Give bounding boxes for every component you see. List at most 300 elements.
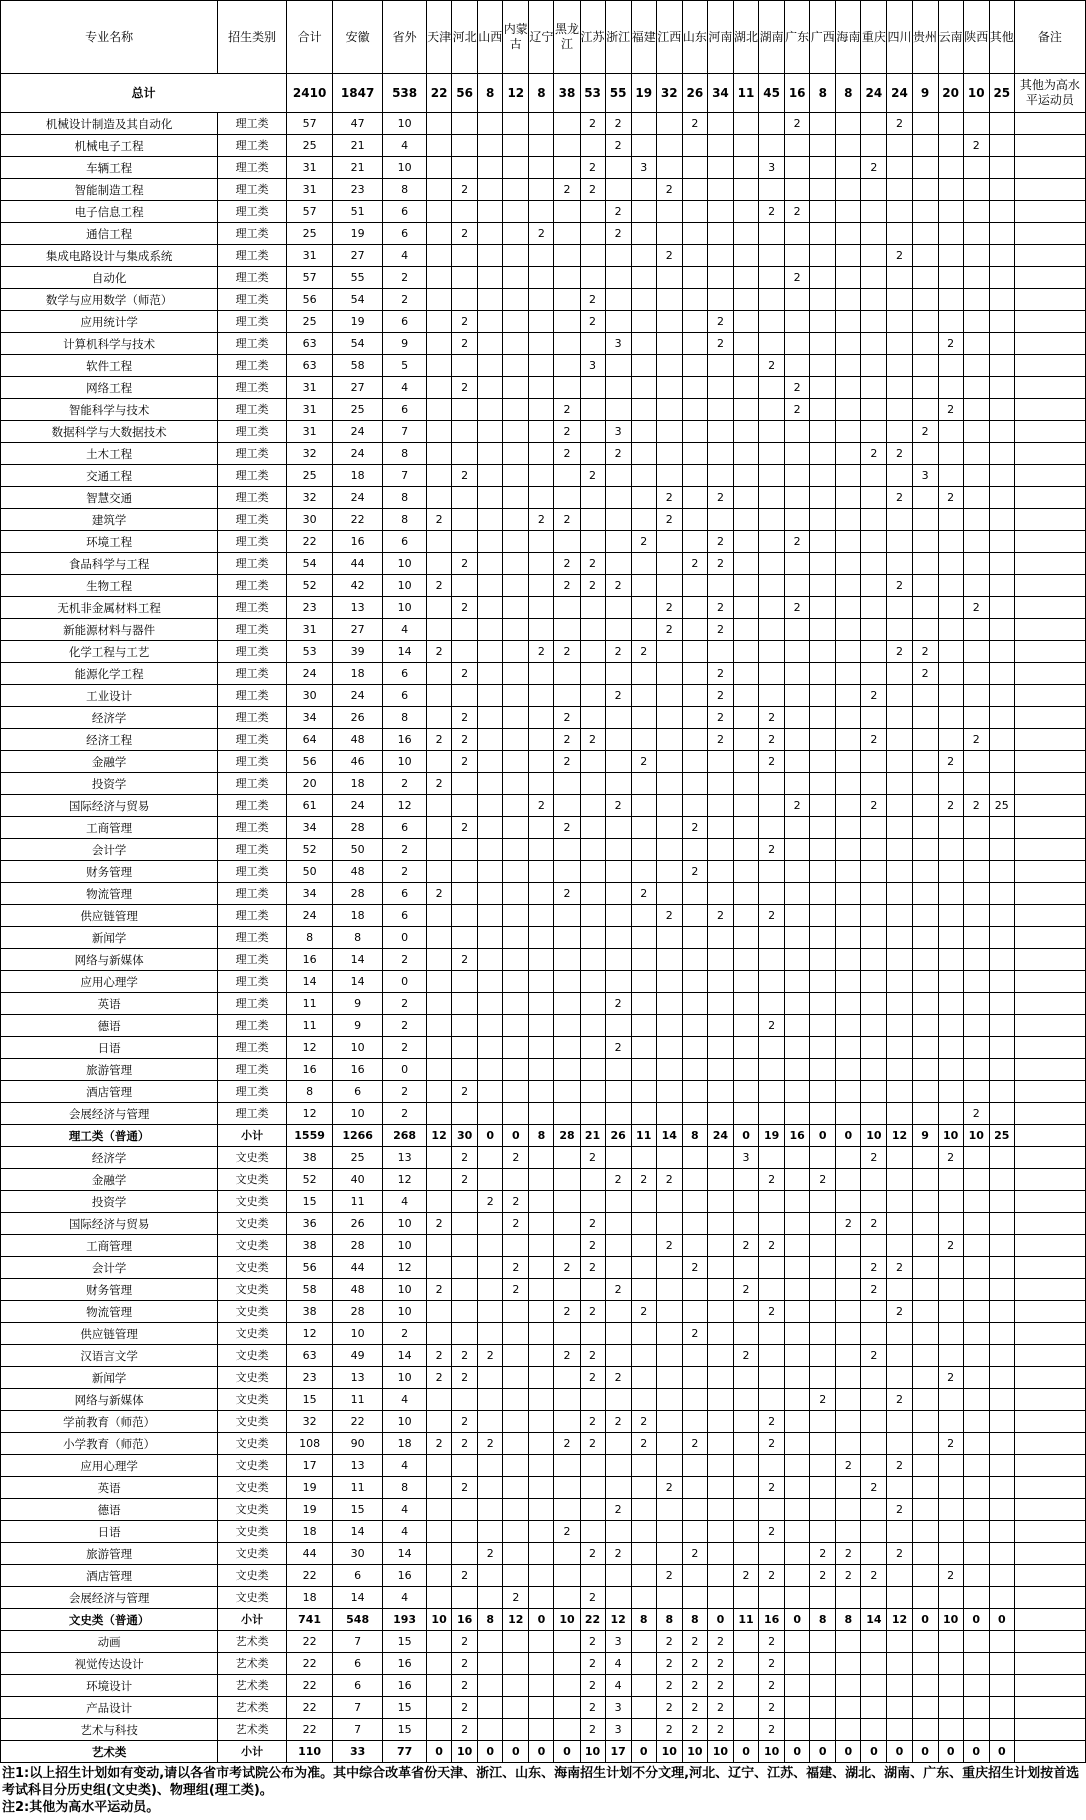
province-cell <box>529 289 554 311</box>
province-cell <box>785 685 810 707</box>
outside-cell: 10 <box>383 1235 427 1257</box>
province-cell <box>810 1631 836 1653</box>
province-cell <box>963 1477 989 1499</box>
province-cell: 2 <box>682 1257 707 1279</box>
table-row <box>1 311 1086 333</box>
province-cell <box>963 1279 989 1301</box>
province-cell <box>529 707 554 729</box>
province-cell: 16 <box>452 1609 478 1631</box>
province-cell <box>656 927 682 949</box>
remark-cell <box>1014 355 1085 377</box>
outside-cell: 0 <box>383 971 427 993</box>
province-cell <box>759 509 785 531</box>
province-cell <box>554 1675 580 1697</box>
province-cell <box>503 531 529 553</box>
province-cell <box>810 223 836 245</box>
province-cell: 2 <box>503 1213 529 1235</box>
outside-cell: 14 <box>383 1345 427 1367</box>
province-cell <box>733 597 758 619</box>
province-cell <box>707 861 733 883</box>
province-cell: 2 <box>861 729 887 751</box>
province-cell: 3 <box>605 1697 631 1719</box>
province-cell <box>682 839 707 861</box>
province-cell: 2 <box>656 1675 682 1697</box>
table-row <box>1 1367 1086 1389</box>
province-cell <box>427 355 452 377</box>
province-cell <box>452 1037 478 1059</box>
province-cell <box>452 487 478 509</box>
province-cell <box>631 1015 656 1037</box>
province-cell: 2 <box>427 1345 452 1367</box>
province-cell <box>529 333 554 355</box>
province-cell <box>707 1389 733 1411</box>
province-cell <box>707 1345 733 1367</box>
province-cell: 2 <box>707 1697 733 1719</box>
total-cell: 12 <box>287 1103 333 1125</box>
province-cell <box>503 113 529 135</box>
remark-cell <box>1014 1015 1085 1037</box>
province-cell <box>963 949 989 971</box>
province-cell <box>478 1675 503 1697</box>
major-name: 英语 <box>1 1477 218 1499</box>
category: 理工类 <box>218 421 287 443</box>
province-cell <box>656 443 682 465</box>
outside-cell: 2 <box>383 839 427 861</box>
province-cell <box>682 1521 707 1543</box>
grand-total-cell: 25 <box>989 74 1014 113</box>
province-cell: 2 <box>580 1147 605 1169</box>
province-cell: 2 <box>554 1433 580 1455</box>
header-province: 湖南 <box>759 1 785 74</box>
province-cell <box>785 135 810 157</box>
province-cell <box>989 1301 1014 1323</box>
province-cell <box>733 553 758 575</box>
province-cell: 2 <box>785 399 810 421</box>
category: 小计 <box>218 1609 287 1631</box>
province-cell: 2 <box>580 1587 605 1609</box>
province-cell <box>478 487 503 509</box>
province-cell <box>452 1301 478 1323</box>
province-cell <box>707 465 733 487</box>
outside-cell: 2 <box>383 861 427 883</box>
outside-cell: 7 <box>383 421 427 443</box>
province-cell: 2 <box>580 1213 605 1235</box>
province-cell <box>478 1455 503 1477</box>
remark-cell <box>1014 1675 1085 1697</box>
province-cell <box>861 1521 887 1543</box>
province-cell <box>503 245 529 267</box>
province-cell <box>605 289 631 311</box>
province-cell <box>861 773 887 795</box>
province-cell <box>529 1631 554 1653</box>
outside-cell: 16 <box>383 1653 427 1675</box>
province-cell <box>836 1279 861 1301</box>
province-cell <box>785 245 810 267</box>
province-cell <box>529 1411 554 1433</box>
province-cell: 0 <box>938 1741 963 1763</box>
province-cell <box>631 201 656 223</box>
province-cell <box>887 795 912 817</box>
major-name: 财务管理 <box>1 861 218 883</box>
total-cell: 54 <box>287 553 333 575</box>
province-cell <box>580 751 605 773</box>
province-cell <box>733 729 758 751</box>
province-cell: 2 <box>452 1081 478 1103</box>
province-cell <box>989 1037 1014 1059</box>
anhui-cell: 15 <box>333 1499 383 1521</box>
province-cell: 0 <box>707 1609 733 1631</box>
total-cell: 64 <box>287 729 333 751</box>
province-cell <box>785 883 810 905</box>
province-cell <box>963 971 989 993</box>
province-cell <box>887 465 912 487</box>
total-cell: 22 <box>287 531 333 553</box>
province-cell: 2 <box>707 619 733 641</box>
province-cell <box>989 817 1014 839</box>
province-cell <box>861 1323 887 1345</box>
province-cell <box>785 1235 810 1257</box>
province-cell <box>478 619 503 641</box>
table-row <box>1 993 1086 1015</box>
province-cell <box>989 289 1014 311</box>
province-cell <box>478 1477 503 1499</box>
province-cell <box>759 377 785 399</box>
province-cell <box>707 1301 733 1323</box>
province-cell <box>605 883 631 905</box>
province-cell: 4 <box>605 1675 631 1697</box>
total-cell: 22 <box>287 1675 333 1697</box>
province-cell <box>836 179 861 201</box>
province-cell <box>682 1499 707 1521</box>
category: 理工类 <box>218 883 287 905</box>
province-cell <box>861 839 887 861</box>
outside-cell: 10 <box>383 1213 427 1235</box>
anhui-cell: 21 <box>333 157 383 179</box>
major-name: 会计学 <box>1 1257 218 1279</box>
province-cell: 2 <box>759 1719 785 1741</box>
province-cell <box>605 1147 631 1169</box>
remark-cell <box>1014 1191 1085 1213</box>
province-cell <box>989 355 1014 377</box>
province-cell <box>478 927 503 949</box>
major-name: 自动化 <box>1 267 218 289</box>
province-cell <box>836 443 861 465</box>
province-cell <box>605 1301 631 1323</box>
province-cell: 2 <box>452 1477 478 1499</box>
province-cell: 2 <box>656 1719 682 1741</box>
province-cell <box>810 707 836 729</box>
province-cell <box>963 333 989 355</box>
total-cell: 25 <box>287 311 333 333</box>
remark-cell <box>1014 1543 1085 1565</box>
outside-cell: 4 <box>383 1499 427 1521</box>
province-cell <box>733 1059 758 1081</box>
province-cell <box>682 1081 707 1103</box>
province-cell <box>989 113 1014 135</box>
province-cell <box>631 1697 656 1719</box>
total-cell: 63 <box>287 333 333 355</box>
province-cell <box>759 641 785 663</box>
province-cell: 2 <box>503 1191 529 1213</box>
province-cell: 2 <box>605 1169 631 1191</box>
remark-cell <box>1014 113 1085 135</box>
anhui-cell: 6 <box>333 1675 383 1697</box>
province-cell <box>427 465 452 487</box>
province-cell <box>478 1587 503 1609</box>
province-cell <box>656 1191 682 1213</box>
province-cell: 2 <box>452 1565 478 1587</box>
anhui-cell: 22 <box>333 1411 383 1433</box>
province-cell <box>836 289 861 311</box>
province-cell <box>836 861 861 883</box>
province-cell <box>887 685 912 707</box>
total-cell: 24 <box>287 905 333 927</box>
province-cell <box>631 223 656 245</box>
province-cell <box>682 1367 707 1389</box>
remark-cell <box>1014 685 1085 707</box>
province-cell: 24 <box>707 1125 733 1147</box>
province-cell <box>785 1455 810 1477</box>
province-cell <box>503 773 529 795</box>
province-cell: 12 <box>503 1609 529 1631</box>
province-cell <box>707 993 733 1015</box>
province-cell <box>785 1477 810 1499</box>
outside-cell: 77 <box>383 1741 427 1763</box>
anhui-cell: 58 <box>333 355 383 377</box>
province-cell <box>912 575 938 597</box>
province-cell <box>810 993 836 1015</box>
province-cell <box>478 663 503 685</box>
outside-cell: 193 <box>383 1609 427 1631</box>
province-cell <box>503 399 529 421</box>
province-cell <box>810 553 836 575</box>
province-cell <box>759 333 785 355</box>
remark-cell <box>1014 1389 1085 1411</box>
province-cell <box>912 1015 938 1037</box>
province-cell <box>580 927 605 949</box>
province-cell <box>810 619 836 641</box>
province-cell: 0 <box>503 1741 529 1763</box>
total-cell: 22 <box>287 1719 333 1741</box>
province-cell <box>963 773 989 795</box>
province-cell <box>478 443 503 465</box>
province-cell <box>631 179 656 201</box>
province-cell <box>810 1587 836 1609</box>
province-cell <box>963 179 989 201</box>
major-name: 新能源材料与器件 <box>1 619 218 641</box>
header-province: 海南 <box>836 1 861 74</box>
total-cell: 31 <box>287 399 333 421</box>
province-cell <box>810 1323 836 1345</box>
province-cell <box>938 443 963 465</box>
province-cell <box>836 1147 861 1169</box>
major-name: 会展经济与管理 <box>1 1103 218 1125</box>
province-cell <box>707 1169 733 1191</box>
province-cell: 0 <box>529 1741 554 1763</box>
province-cell <box>912 795 938 817</box>
province-cell <box>631 619 656 641</box>
province-cell: 0 <box>861 1741 887 1763</box>
province-cell <box>427 1103 452 1125</box>
province-cell <box>682 1213 707 1235</box>
province-cell <box>989 267 1014 289</box>
category: 理工类 <box>218 135 287 157</box>
subtotal-row <box>1 1125 1086 1147</box>
total-cell: 34 <box>287 707 333 729</box>
province-cell <box>631 553 656 575</box>
province-cell <box>427 1697 452 1719</box>
province-cell <box>682 971 707 993</box>
province-cell <box>836 751 861 773</box>
province-cell <box>989 949 1014 971</box>
province-cell <box>656 157 682 179</box>
anhui-cell: 24 <box>333 685 383 707</box>
province-cell <box>989 333 1014 355</box>
major-name: 旅游管理 <box>1 1059 218 1081</box>
major-name: 工商管理 <box>1 817 218 839</box>
category: 文史类 <box>218 1279 287 1301</box>
province-cell <box>785 641 810 663</box>
province-cell <box>836 245 861 267</box>
province-cell <box>759 993 785 1015</box>
province-cell <box>656 641 682 663</box>
province-cell <box>478 1147 503 1169</box>
province-cell: 2 <box>605 1279 631 1301</box>
remark-cell <box>1014 1565 1085 1587</box>
outside-cell: 15 <box>383 1631 427 1653</box>
province-cell <box>580 861 605 883</box>
province-cell <box>707 421 733 443</box>
table-row <box>1 1543 1086 1565</box>
province-cell <box>963 1235 989 1257</box>
grand-total-cell: 8 <box>478 74 503 113</box>
province-cell <box>836 1301 861 1323</box>
province-cell <box>682 1279 707 1301</box>
province-cell <box>861 311 887 333</box>
province-cell <box>656 1323 682 1345</box>
province-cell <box>631 465 656 487</box>
total-cell: 44 <box>287 1543 333 1565</box>
province-cell <box>836 1433 861 1455</box>
province-cell <box>452 355 478 377</box>
table-row <box>1 179 1086 201</box>
province-cell <box>452 1587 478 1609</box>
category: 理工类 <box>218 245 287 267</box>
province-cell <box>631 905 656 927</box>
header-province: 广西 <box>810 1 836 74</box>
province-cell <box>733 223 758 245</box>
province-cell <box>478 1499 503 1521</box>
province-cell: 2 <box>605 1543 631 1565</box>
province-cell <box>887 201 912 223</box>
province-cell <box>529 1235 554 1257</box>
province-cell <box>887 223 912 245</box>
category: 文史类 <box>218 1235 287 1257</box>
province-cell <box>682 355 707 377</box>
province-cell <box>836 1103 861 1125</box>
province-cell <box>963 1653 989 1675</box>
province-cell <box>989 839 1014 861</box>
province-cell <box>656 355 682 377</box>
outside-cell: 9 <box>383 333 427 355</box>
province-cell <box>733 531 758 553</box>
province-cell <box>836 927 861 949</box>
province-cell <box>861 333 887 355</box>
province-cell <box>529 443 554 465</box>
province-cell <box>836 1719 861 1741</box>
province-cell <box>605 663 631 685</box>
province-cell <box>529 1587 554 1609</box>
province-cell <box>529 1477 554 1499</box>
province-cell: 2 <box>605 135 631 157</box>
province-cell <box>887 1147 912 1169</box>
province-cell <box>938 1587 963 1609</box>
province-cell <box>733 377 758 399</box>
province-cell <box>861 1059 887 1081</box>
province-cell <box>580 619 605 641</box>
province-cell <box>912 377 938 399</box>
province-cell <box>912 509 938 531</box>
major-name: 智慧交通 <box>1 487 218 509</box>
province-cell <box>785 1631 810 1653</box>
province-cell <box>707 1147 733 1169</box>
province-cell <box>554 1213 580 1235</box>
province-cell <box>427 1719 452 1741</box>
province-cell <box>580 1015 605 1037</box>
province-cell <box>554 223 580 245</box>
total-cell: 36 <box>287 1213 333 1235</box>
province-cell: 2 <box>759 1697 785 1719</box>
province-cell <box>810 1301 836 1323</box>
header-province: 天津 <box>427 1 452 74</box>
province-cell <box>810 355 836 377</box>
province-cell <box>861 1037 887 1059</box>
table-row <box>1 157 1086 179</box>
province-cell <box>580 201 605 223</box>
province-cell <box>427 1081 452 1103</box>
province-cell <box>785 993 810 1015</box>
province-cell <box>656 1279 682 1301</box>
province-cell <box>427 1191 452 1213</box>
remark-cell <box>1014 553 1085 575</box>
province-cell <box>427 707 452 729</box>
province-cell <box>963 1059 989 1081</box>
province-cell <box>733 1411 758 1433</box>
province-cell <box>478 575 503 597</box>
province-cell <box>759 267 785 289</box>
province-cell <box>836 399 861 421</box>
province-cell <box>785 421 810 443</box>
province-cell <box>989 575 1014 597</box>
province-cell <box>938 685 963 707</box>
province-cell: 2 <box>861 1477 887 1499</box>
province-cell <box>554 773 580 795</box>
province-cell: 2 <box>452 553 478 575</box>
province-cell <box>912 355 938 377</box>
province-cell: 2 <box>785 113 810 135</box>
total-cell: 17 <box>287 1455 333 1477</box>
province-cell <box>605 1587 631 1609</box>
province-cell: 2 <box>554 575 580 597</box>
grand-total-cell: 8 <box>529 74 554 113</box>
province-cell <box>836 509 861 531</box>
province-cell <box>733 949 758 971</box>
province-cell <box>938 1411 963 1433</box>
province-cell <box>912 927 938 949</box>
province-cell <box>887 619 912 641</box>
province-cell <box>682 1235 707 1257</box>
province-cell <box>861 245 887 267</box>
